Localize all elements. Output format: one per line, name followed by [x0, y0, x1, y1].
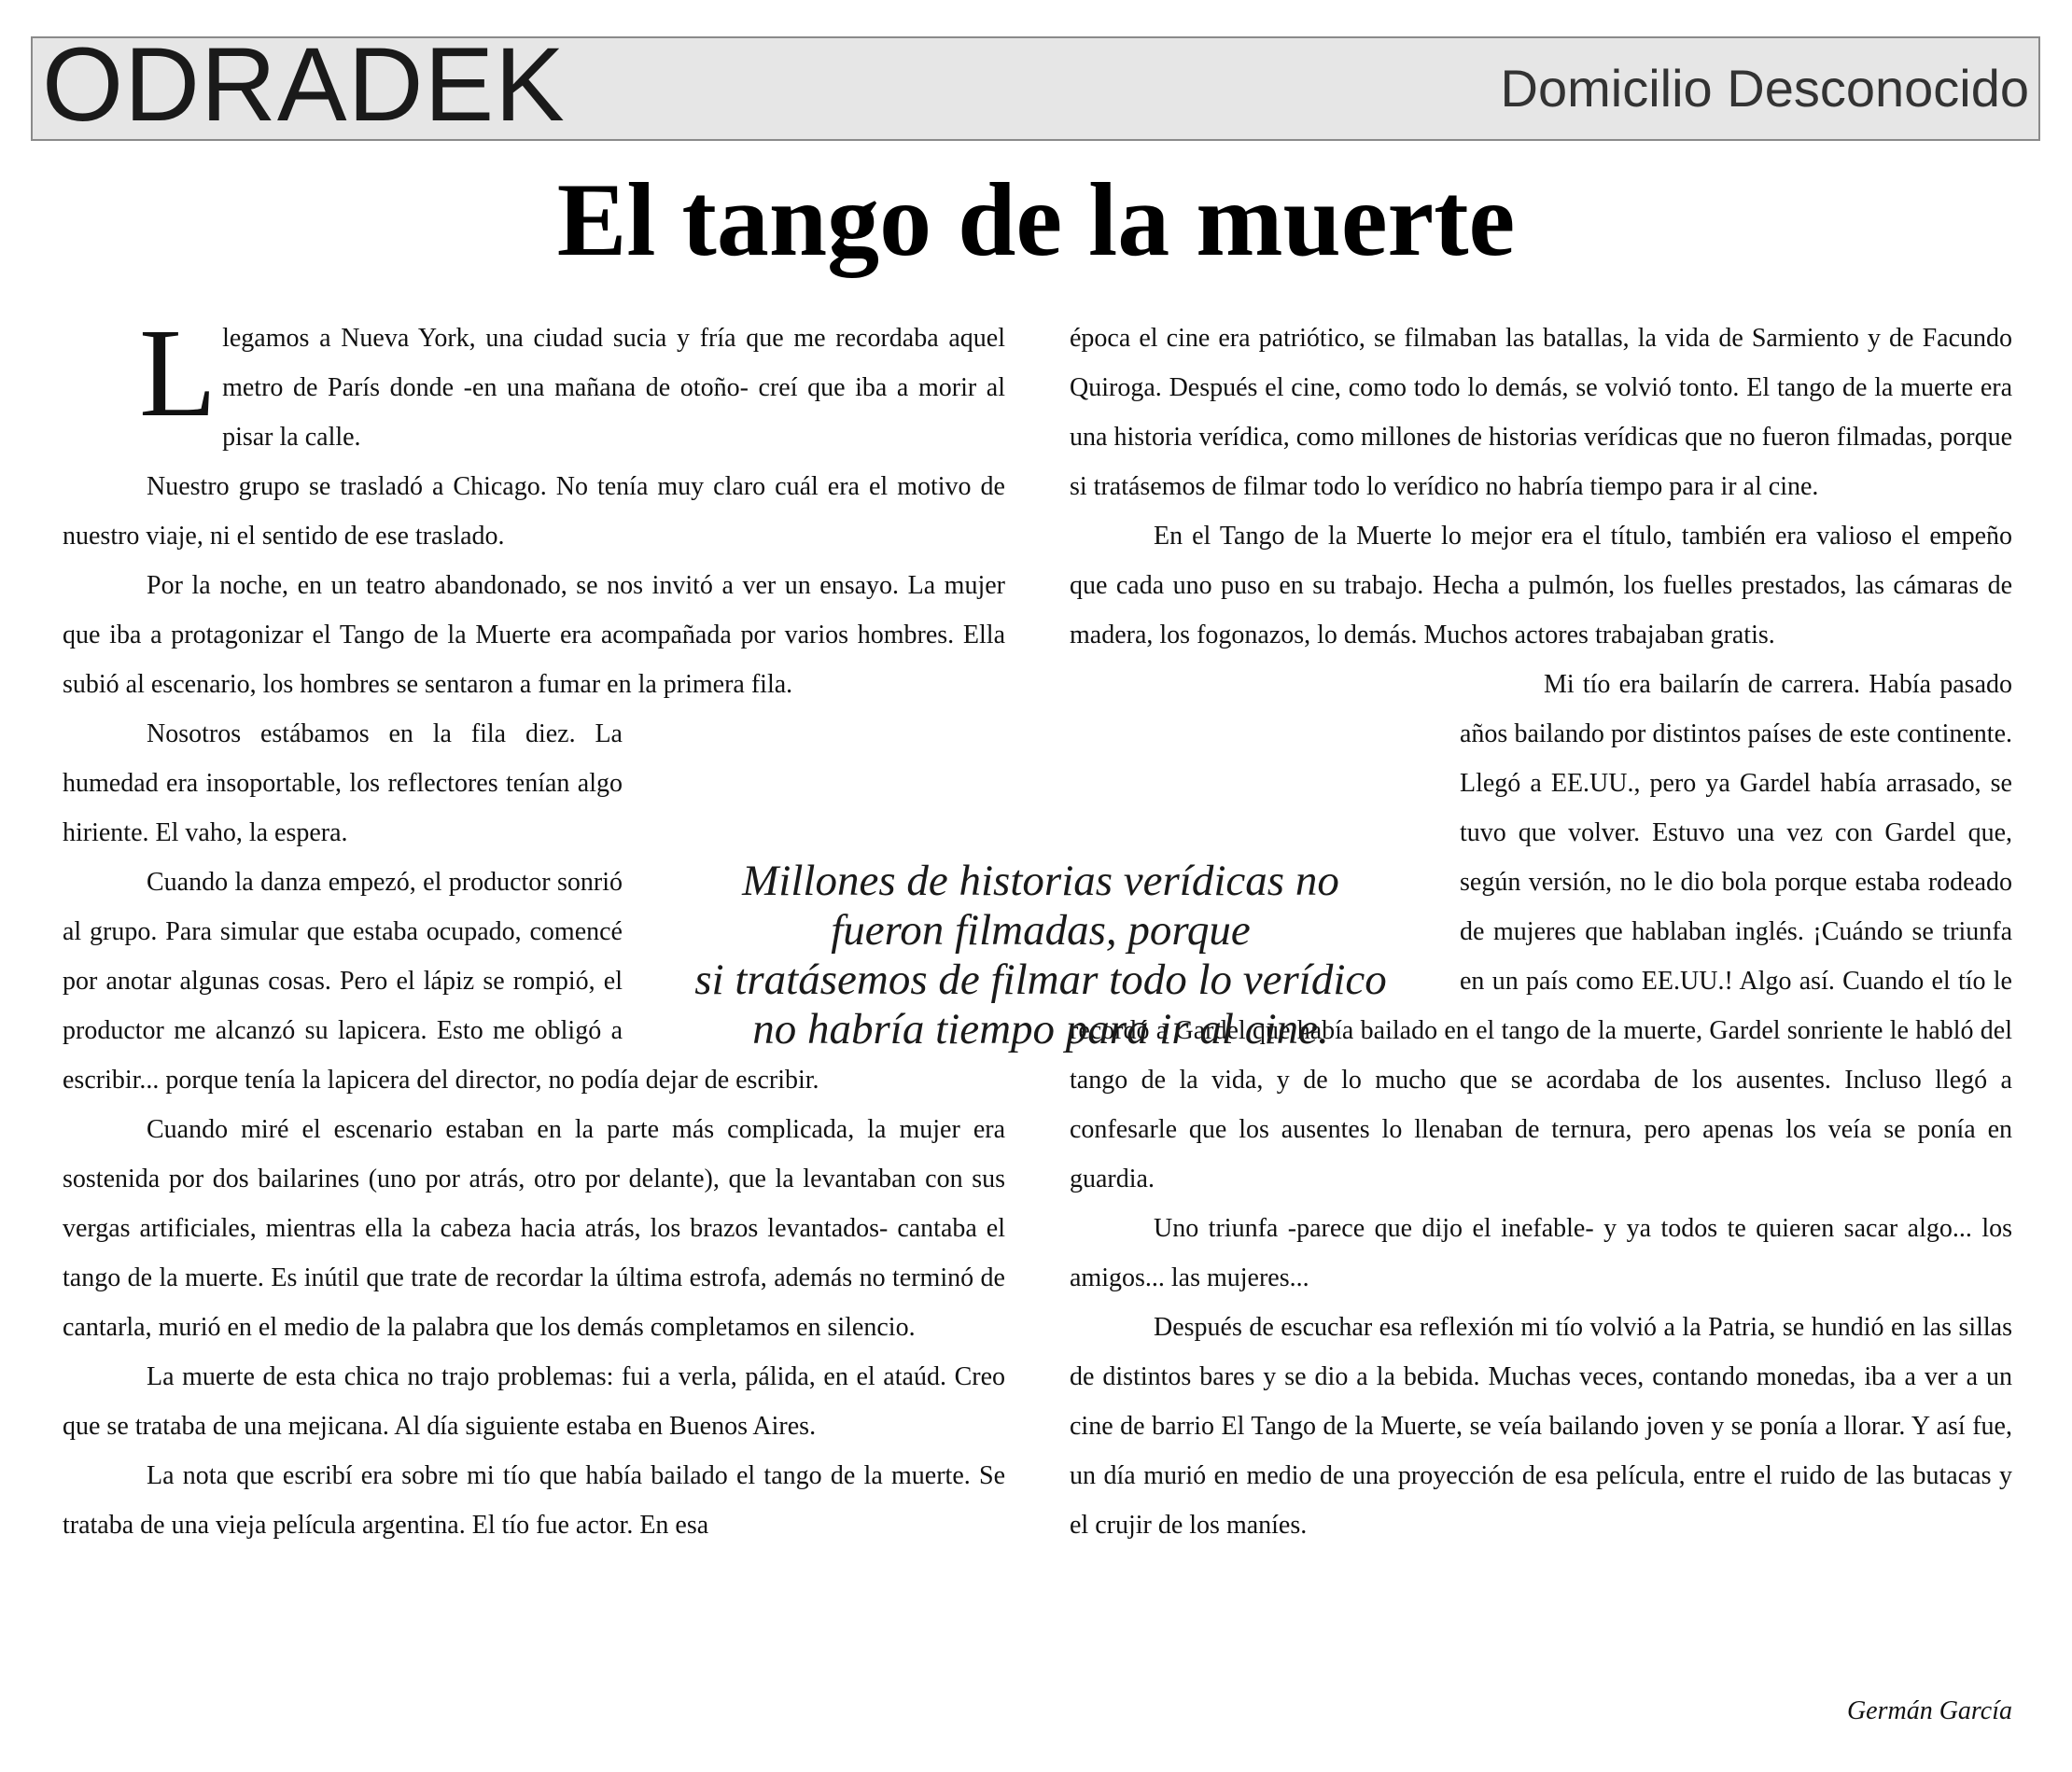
paragraph: Uno triunfa -parece que dijo el inefable- y ya todos te quieren sacar algo... los amigos... las mujeres... [1070, 1214, 2012, 1292]
paragraph: La nota que escribí era sobre mi tío que había bailado el tango de la muerte. Se trataba de una vieja película argentina. El tío fue actor. En esa [63, 1461, 1005, 1540]
pull-quote-line: Millones de historias verídicas no [742, 857, 1339, 905]
paragraph: Mi tío era bailarín de carrera. Había pasado años bailando por distintos países de este continente. Llegó a EE.UU., pero ya Gardel había arrasado, se tuvo que volver. Estuvo una vez con Gardel que, según versión, no le dio bola porque estaba rodeado de mujeres que hablaban inglés. ¡Cuándo se triunfa en un país como EE.UU.! Algo así. Cuando el tío le recordó a Gardel que había bailado en el tango de la muerte, Gardel sonriente le habló del tango de la vida, y de lo mucho que se acordaba de los ausentes. Incluso llegó a confesarle que los ausentes lo llenaban de ternura, pero apenas los veía se ponía en guardia. [1070, 670, 2012, 1193]
paragraph: Cuando la danza empezó, el productor sonrió al grupo. Para simular que estaba ocupado, comencé por anotar algunas cosas. Pero el lápiz se rompió, el productor me alcanzó su lapicera. Esto me obligó a escribir... porque tenía la lapicera del director, no podía dejar de escribir. [63, 868, 819, 1095]
drop-cap: L [139, 303, 217, 443]
paragraph: Por la noche, en un teatro abandonado, se nos invitó a ver un ensayo. La mujer que iba a protagonizar el Tango de la Muerte era acompañada por varios hombres. Ella subió al escenario, los hombres se sentaron a fumar en la primera fila. [63, 571, 1005, 699]
paragraph: Llegamos a Nueva York, una ciudad sucia y fría que me recordaba aquel metro de París donde -en una mañana de otoño- creí que iba a morir al pisar la calle. [139, 303, 1005, 452]
publication-title: ODRADEK [42, 26, 566, 143]
paragraph: Nosotros estábamos en la fila diez. La humedad era insoportable, los reflectores tenían algo hiriente. El vaho, la espera. [63, 719, 623, 847]
paragraph: La muerte de esta chica no trajo problemas: fui a verla, pálida, en el ataúd. Creo que se trataba de una mejicana. Al día siguiente estaba en Buenos Aires. [63, 1362, 1005, 1441]
author-signature: Germán García [1846, 1696, 2012, 1725]
paragraph: Nuestro grupo se trasladó a Chicago. No tenía muy claro cuál era el motivo de nuestro viaje, ni el sentido de ese traslado. [63, 472, 1005, 551]
section-title: Domicilio Desconocido [1500, 59, 2029, 118]
pull-quote-line: no habría tiempo para ir al cine. [752, 1005, 1329, 1053]
pull-quote [644, 857, 1437, 1054]
paragraph: Cuando miré el escenario estaban en la parte más complicada, la mujer era sostenida por dos bailarines (uno por atrás, otro por delante), que la levantaban con sus vergas artificiales, mientras ella la cabeza hacia atrás, los brazos levantados- cantaba el tango de la muerte. Es inútil que trate de recordar la última estrofa, además no terminó de cantarla, murió en el medio de la palabra que los demás completamos en silencio. [63, 1115, 1005, 1342]
article-headline: El tango de la muerte [556, 162, 1516, 278]
paragraph: época el cine era patriótico, se filmaban las batallas, la vida de Sarmiento y de Facundo Quiroga. Después el cine, como todo lo demás, se volvió tonto. El tango de la muerte era una historia verídica, como millones de historias verídicas que no fueron filmadas, porque si tratásemos de filmar todo lo verídico no habría tiempo para ir al cine. [1070, 324, 2012, 501]
masthead [31, 26, 2040, 143]
paragraph: Después de escuchar esa reflexión mi tío volvió a la Patria, se hundió en las sillas de distintos bares y se dio a la bebida. Muchas veces, contando monedas, iba a ver a un cine de barrio El Tango de la Muerte, se veía bailando joven y se ponía a llorar. Y así fue, un día murió en medio de una proyección de esa película, entre el ruido de las butacas y el crujir de los maníes. [1070, 1313, 2012, 1540]
pull-quote-line: si tratásemos de filmar todo lo verídico [694, 956, 1387, 1004]
pull-quote-line: fueron filmadas, porque [831, 906, 1251, 955]
paragraph: En el Tango de la Muerte lo mejor era el título, también era valioso el empeño que cada uno puso en su trabajo. Hecha a pulmón, los fuelles prestados, las cámaras de madera, los fogonazos, lo demás. Muchos actores trabajaban gratis. [1070, 522, 2012, 649]
